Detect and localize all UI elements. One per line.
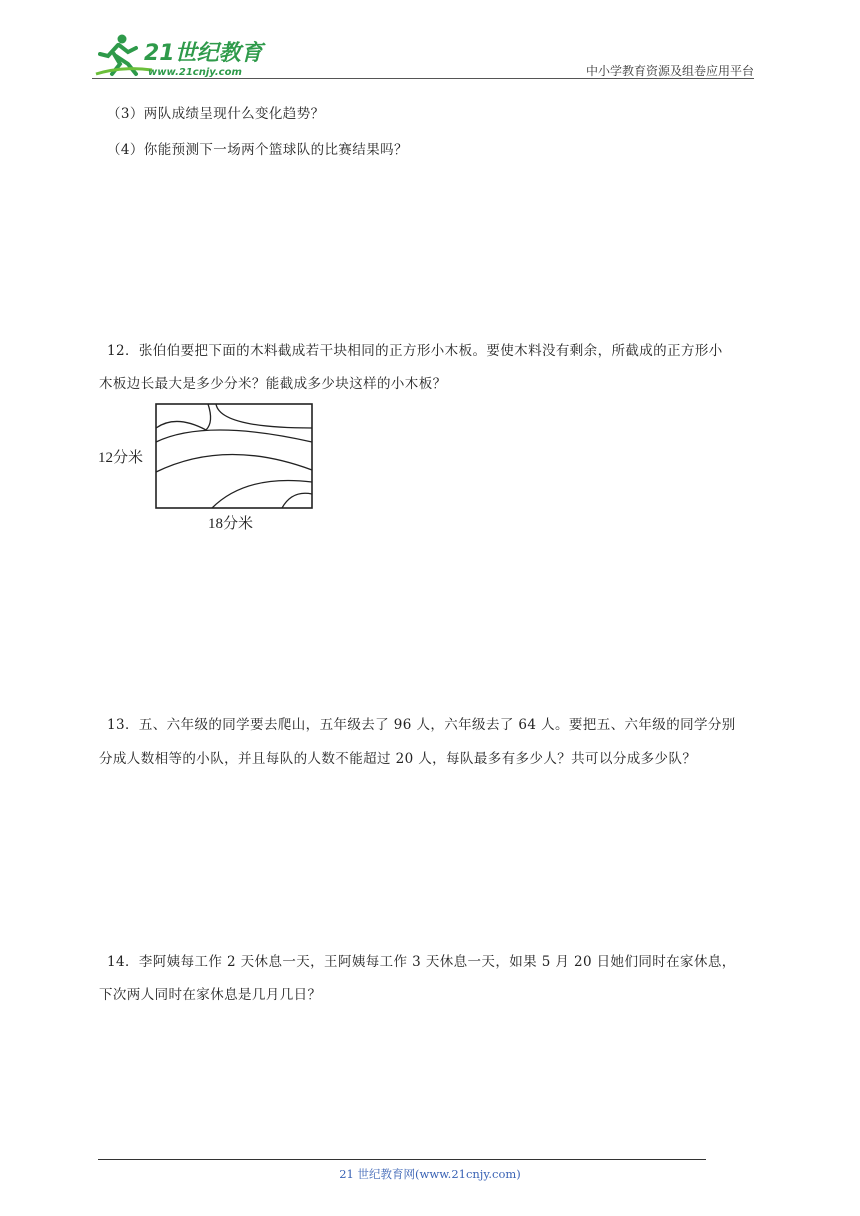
platform-name: 中小学教育资源及组卷应用平台 bbox=[585, 64, 754, 78]
question-12-line-2: 木板边长最大是多少分米？能截成多少块这样的小木板？ bbox=[99, 376, 447, 392]
question-12-line-1: 12．张伯伯要把下面的木料截成若干块相同的正方形小木板。要使木料没有剩余，所截成的正方形小 bbox=[107, 343, 723, 359]
footer-divider bbox=[98, 1159, 706, 1160]
question-13-line-2: 分成人数相等的小队，并且每队的人数不能超过 20 人，每队最多有多少人？共可以分成多少队？ bbox=[99, 751, 697, 767]
svg-text:21世纪教育: 21世纪教育 bbox=[144, 41, 263, 66]
site-logo bbox=[92, 30, 267, 82]
question-14-line-2: 下次两人同时在家休息是几月几日？ bbox=[99, 987, 322, 1003]
wood-board-diagram bbox=[96, 398, 326, 538]
runner-logo-icon bbox=[92, 30, 267, 82]
question-11-part-4: （4）你能预测下一场两个篮球队的比赛结果吗？ bbox=[107, 142, 408, 158]
page-header bbox=[0, 0, 860, 90]
question-13-line-1: 13．五、六年级的同学要去爬山，五年级去了 96 人，六年级去了 64 人。要把五、六年级的同学分别 bbox=[107, 717, 736, 733]
footer-text: 21 世纪教育网(www.21cnjy.com) bbox=[339, 1167, 521, 1181]
height-label: 12分米 bbox=[98, 450, 144, 466]
question-14-line-1: 14．李阿姨每工作 2 天休息一天，王阿姨每工作 3 天休息一天，如果 5 月 20 日她们同时在家休息， bbox=[107, 954, 736, 970]
wood-board-figure bbox=[96, 398, 326, 538]
question-11-part-3: （3）两队成绩呈现什么变化趋势？ bbox=[107, 106, 325, 122]
width-label: 18分米 bbox=[208, 516, 254, 532]
header-divider bbox=[92, 78, 754, 79]
svg-text:www.21cnjy.com: www.21cnjy.com bbox=[148, 67, 242, 78]
